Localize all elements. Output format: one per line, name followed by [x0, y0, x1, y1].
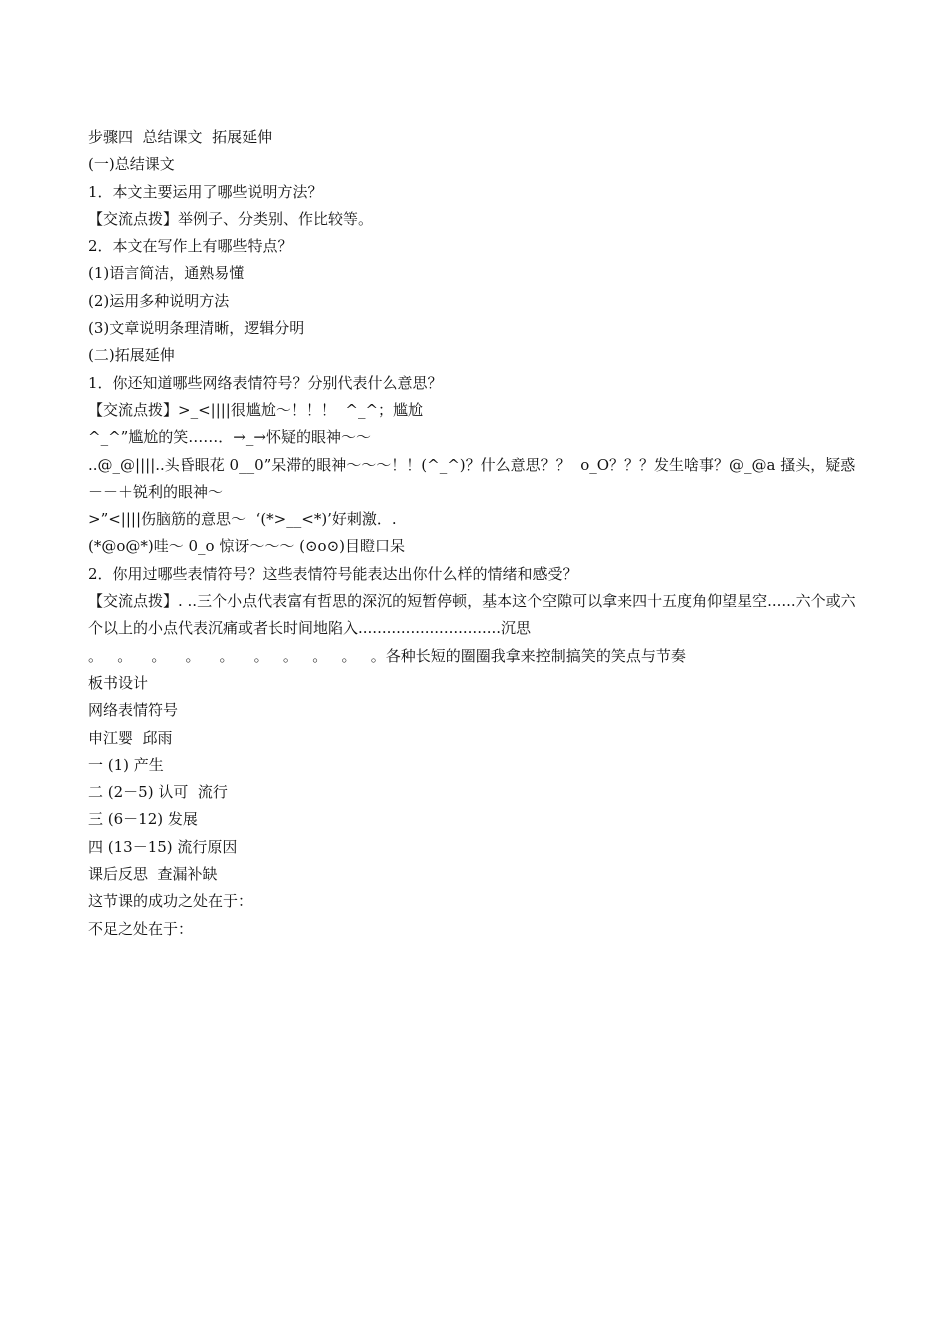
- board-authors: 申江婴 邱雨: [88, 728, 173, 747]
- emoticon-line: >”<||||伤脑筋的意思～ ‘(*>__<*)’好刺激．.: [88, 510, 397, 529]
- emoticon-paragraph: ..@_@||||..头昏眼花 0__0”呆滞的眼神～～～！！(^_^)？什么意思？？ o_O？？？发生啥事？@_@a 搔头，疑惑 －－＋锐利的眼神～: [88, 455, 865, 501]
- board-title: 网络表情符号: [88, 701, 179, 720]
- question-line: 1．你还知道哪些网络表情符号？分别代表什么意思？: [88, 373, 443, 392]
- list-item: (2)运用多种说明方法: [88, 291, 230, 310]
- answer-line: 【交流点拨】>_<||||很尴尬～！！！ ^_^；尴尬: [88, 400, 424, 419]
- section-heading-extension: (二)拓展延伸: [88, 346, 175, 365]
- board-item: 一 (1) 产生: [88, 755, 164, 774]
- reflection-shortcoming: 不足之处在于：: [88, 919, 194, 938]
- list-item: (3)文章说明条理清晰，逻辑分明: [88, 319, 305, 338]
- document-body: [88, 124, 868, 943]
- answer-line: 【交流点拨】举例子、分类别、作比较等。: [88, 209, 374, 228]
- question-line: 2．你用过哪些表情符号？这些表情符号能表达出你什么样的情绪和感受？: [88, 564, 578, 583]
- board-design-heading: 板书设计: [88, 673, 149, 692]
- reflection-heading: 课后反思 查漏补缺: [88, 865, 218, 884]
- board-item: 四 (13－15) 流行原因: [88, 837, 238, 856]
- question-line: 2．本文在写作上有哪些特点？: [88, 237, 293, 256]
- section-heading-summary: (一)总结课文: [88, 155, 175, 174]
- list-item: (1)语言简洁，通熟易懂: [88, 264, 245, 283]
- step-heading: 步骤四 总结课文 拓展延伸: [88, 128, 273, 146]
- emoticon-line: (*@ο@*)哇～ 0_o 惊讶～～～ (⊙o⊙)目瞪口呆: [88, 537, 405, 556]
- answer-paragraph: 【交流点拨】. ..三个小点代表富有哲思的深沉的短暂停顿，基本这个空隙可以拿来四十五度角仰望星空......六个或六个以上的小点代表沉痛或者长时间地陷入..............................沉思: [88, 592, 856, 638]
- emoticon-line: ^_^”尴尬的笑……．→_→怀疑的眼神～～: [88, 428, 371, 447]
- reflection-success: 这节课的成功之处在于：: [88, 892, 254, 911]
- board-item: 三 (6－12) 发展: [88, 810, 198, 829]
- board-item: 二 (2－5) 认可 流行: [88, 783, 228, 802]
- question-line: 1．本文主要运用了哪些说明方法？: [88, 182, 323, 201]
- circles-line: 。 。 。 。 。 。 。 。 。 。各种长短的圈圈我拿来控制搞笑的笑点与节奏: [88, 646, 686, 665]
